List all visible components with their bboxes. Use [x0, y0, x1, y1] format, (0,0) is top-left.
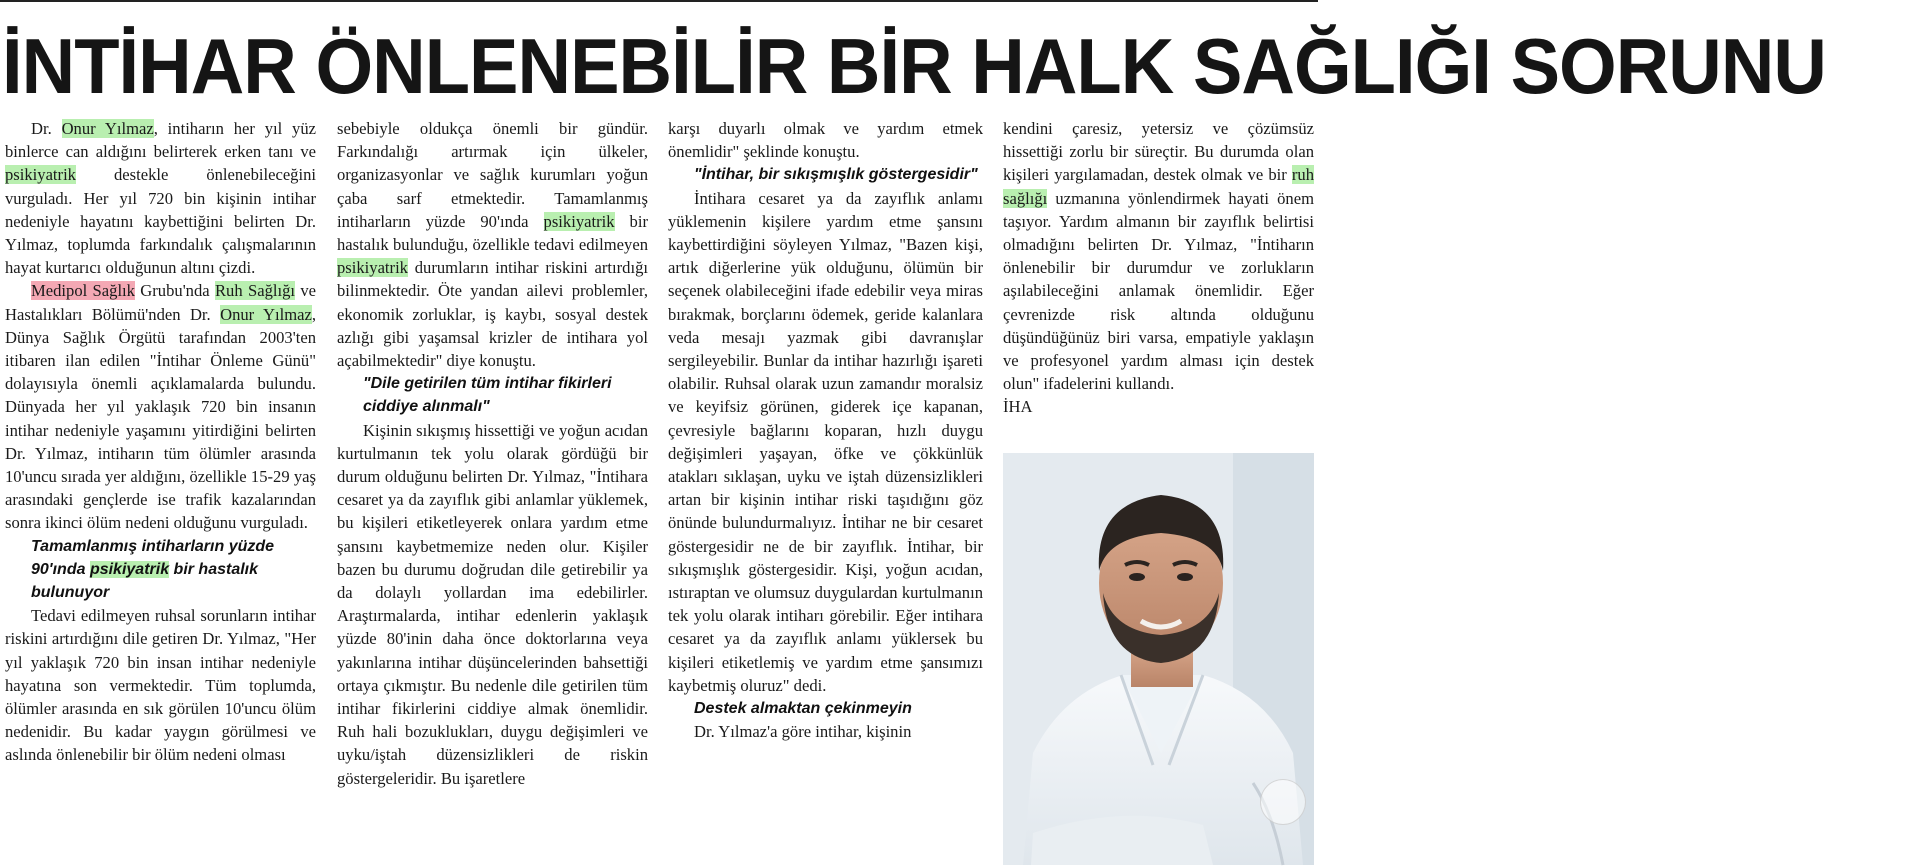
col3-paragraph-1: karşı duyarlı olmak ve yardım etmek önemlidir" şeklinde konuştu. — [668, 119, 983, 162]
column-3 — [668, 117, 983, 865]
highlight-keyword: Ruh Sağlığı — [214, 281, 295, 301]
col3-paragraph-2: İntihara cesaret ya da zayıflık anlamı yüklemenin kişilere yardım etme şansını kaybettirdiğini söyleyen Yılmaz, "Bazen kişi, artık diğerlerine yük olduğunu, ölümün bir seçenek olabileceğini ifade edebilir veya miras bırakmak, borçlarını ödemek, geride kalanlara veda mesajı yazmak gibi davranışlar sergileyebilir. Bunlar da intihar hazırlığı işareti olabilir. Ruhsal olarak uzun zamandır moralsiz ve keyifsiz görünen, giderek içe kapanan, çevresiyle bağlarını koparan, hızlı duygu değişimleri yaşayan, öfke ve çökkünlük atakları sıklaşan, uyku ve iştah düzensizlikleri artan bir kişinin intihar riski taşıdığını göz önünde bulundurmalıyız. İntihar ne bir cesaret göstergesidir ne de bir zayıflık. İntihar, bir sıkışmışlık göstergesidir. Kişi, yoğun acıdan, ıstıraptan ve olumsuz duygulardan kurtulmanın tek yolu olarak intiharı görebilir. Eğer intihara cesaret ya da zayıflık anlamı yüklersek bu kişileri etiketlemiş ve yardım etme şansımızı kaybetmiş oluruz" dedi. — [668, 188, 983, 695]
column-1 — [5, 117, 316, 865]
col1-paragraph-2: Medipol Sağlık Grubu'nda Ruh Sağlığı ve Hastalıkları Bölümü'nden Dr. Onur Yılmaz, Dünya Sağlık Örgütü tarafından 2003'ten itibaren ilan edilen "İntihar Önleme Günü" dolayısıyla önemli açıklamalarda bulundu. Dünyada her yıl yaklaşık 720 bin insanın intihar nedeniyle yaşamını yitirdiğini belirten Dr. Yılmaz, intiharın tüm ölümler arasında 10'uncu sırada yer aldığını, özellikle 15-29 yaş arasındaki gençlerde ise trafik kazalarından sonra ikinci ölüm nedeni olduğunu vurguladı. — [5, 281, 316, 533]
highlight-keyword: psikiyatrik — [337, 258, 408, 278]
col4-paragraph-1: kendini çaresiz, yetersiz ve çözümsüz hissettiği zorlu bir süreçtir. Bu durumda olan kişileri yargılamadan, destek olmak ve bir ruh sağlığı uzmanına yönlendirmek hayati önem taşıyor. Yardım almanın bir zayıflık belirtisi olmadığını belirten Dr. Yılmaz, "İntiharın önlenebilir bir durumdur ve zorlukların aşılabileceğini anlamak önemlidir. Eğer çevrenizde risk altında olduğunu düşündüğünüz biri varsa, empatiyle yaklaşın ve profesyonel yardım alması için destek olun" ifadelerini kullandı. — [1003, 119, 1314, 394]
col1-subheading: Tamamlanmış intiharların yüzde 90'ında psikiyatrik bir hastalık bulunuyor — [31, 537, 275, 602]
column-2 — [337, 117, 648, 865]
headline: İNTİHAR ÖNLENEBİLİR BİR HALK SAĞLIĞI SORUNU — [2, 22, 1826, 110]
highlight-keyword: ruh sağlığı — [1003, 165, 1314, 208]
col2-paragraph-2: Kişinin sıkışmış hissettiği ve yoğun acıdan kurtulmanın tek yolu olarak gördüğü bir durum olduğunu belirten Dr. Yılmaz, "İntihara cesaret ya da zayıflık gibi anlamlar yüklemek, bu kişileri etiketleyerek onlara yardım etme şansını kaybetmemize neden olur. Kişiler bazen bu durumu doğrudan dile getirebilir ya da dolaylı yollardan ima edebilirler. Araştırmalarda, intihar edenlerin yaklaşık yüzde 80'inin daha önce doktorlarına veya yakınlarına intihar düşüncelerinden bahsettiği ortaya çıkmıştır. Bu nedenle dile getirilen tüm intihar fikirlerini ciddiye almak önemlidir. Ruh hali bozuklukları, duygu değişimleri ve uyku/iştah düzensizlikleri de riskin göstergeleridir. Bu işaretlere — [337, 420, 648, 788]
col2-subheading: "Dile getirilen tüm intihar fikirleri ciddiye alınmalı" — [363, 375, 612, 416]
col3-subheading-2: Destek almaktan çekinmeyin — [694, 700, 912, 718]
col3-subheading-1: "İntihar, bir sıkışmışlık göstergesidir" — [694, 166, 978, 184]
col1-paragraph-3: Tedavi edilmeyen ruhsal sorunların intihar riskini artırdığını dile getiren Dr. Yılmaz, "Her yıl yaklaşık 720 bin insan intihar nedeniyle hayatına son vermektedir. Tüm toplumda, ölümler arasında en sık görülen 10'uncu ölüm nedenidir. Bu kadar yaygın görülmesi ve aslında önlenebilir bir ölüm nedeni olması — [5, 606, 316, 765]
source-credit: İHA — [1003, 397, 1033, 417]
watermark-badge — [1260, 779, 1306, 825]
highlight-keyword: psikiyatrik — [5, 165, 76, 185]
highlight-name: Onur Yılmaz — [61, 119, 154, 138]
col2-paragraph-1: sebebiyle oldukça önemli bir gündür. Farkındalığı artırmak için ülkeler, organizasyonlar ve sağlık kurumları yoğun çaba sarf etmektedir. Tamamlanmış intiharların yüzde 90'ında psikiyatrik bir hastalık bulunduğu, özellikle tedavi edilmeyen psikiyatrik durumların intihar riskini artırdığı bilinmektedir. Öte yandan ailevi problemler, ekonomik zorluklar, iş kaybı, sosyal destek azlığı gibi yaşamsal krizler de intihara yol açabilmektedir" diye konuştu. — [337, 119, 648, 371]
highlight-organization: Medipol Sağlık — [31, 281, 135, 301]
highlight-keyword: psikiyatrik — [543, 211, 615, 231]
column-4 — [1003, 117, 1314, 447]
highlight-name: Onur Yılmaz — [220, 304, 312, 324]
top-rule — [0, 0, 1318, 2]
doctor-portrait-photo — [1003, 453, 1314, 865]
col3-paragraph-3: Dr. Yılmaz'a göre intihar, kişinin — [694, 722, 912, 742]
highlight-keyword: psikiyatrik — [89, 560, 170, 578]
col1-paragraph-1: Dr. Onur Yılmaz, intiharın her yıl yüz binlerce can aldığını belirterek erken tanı ve psikiyatrik destekle önlenebileceğini vurguladı. Her yıl 720 bin kişinin intihar nedeniyle hayatını kaybettiğini belirten Dr. Yılmaz, toplumda farkındalık çalışmalarının hayat kurtarıcı olduğunun altını çizdi. — [5, 119, 317, 278]
